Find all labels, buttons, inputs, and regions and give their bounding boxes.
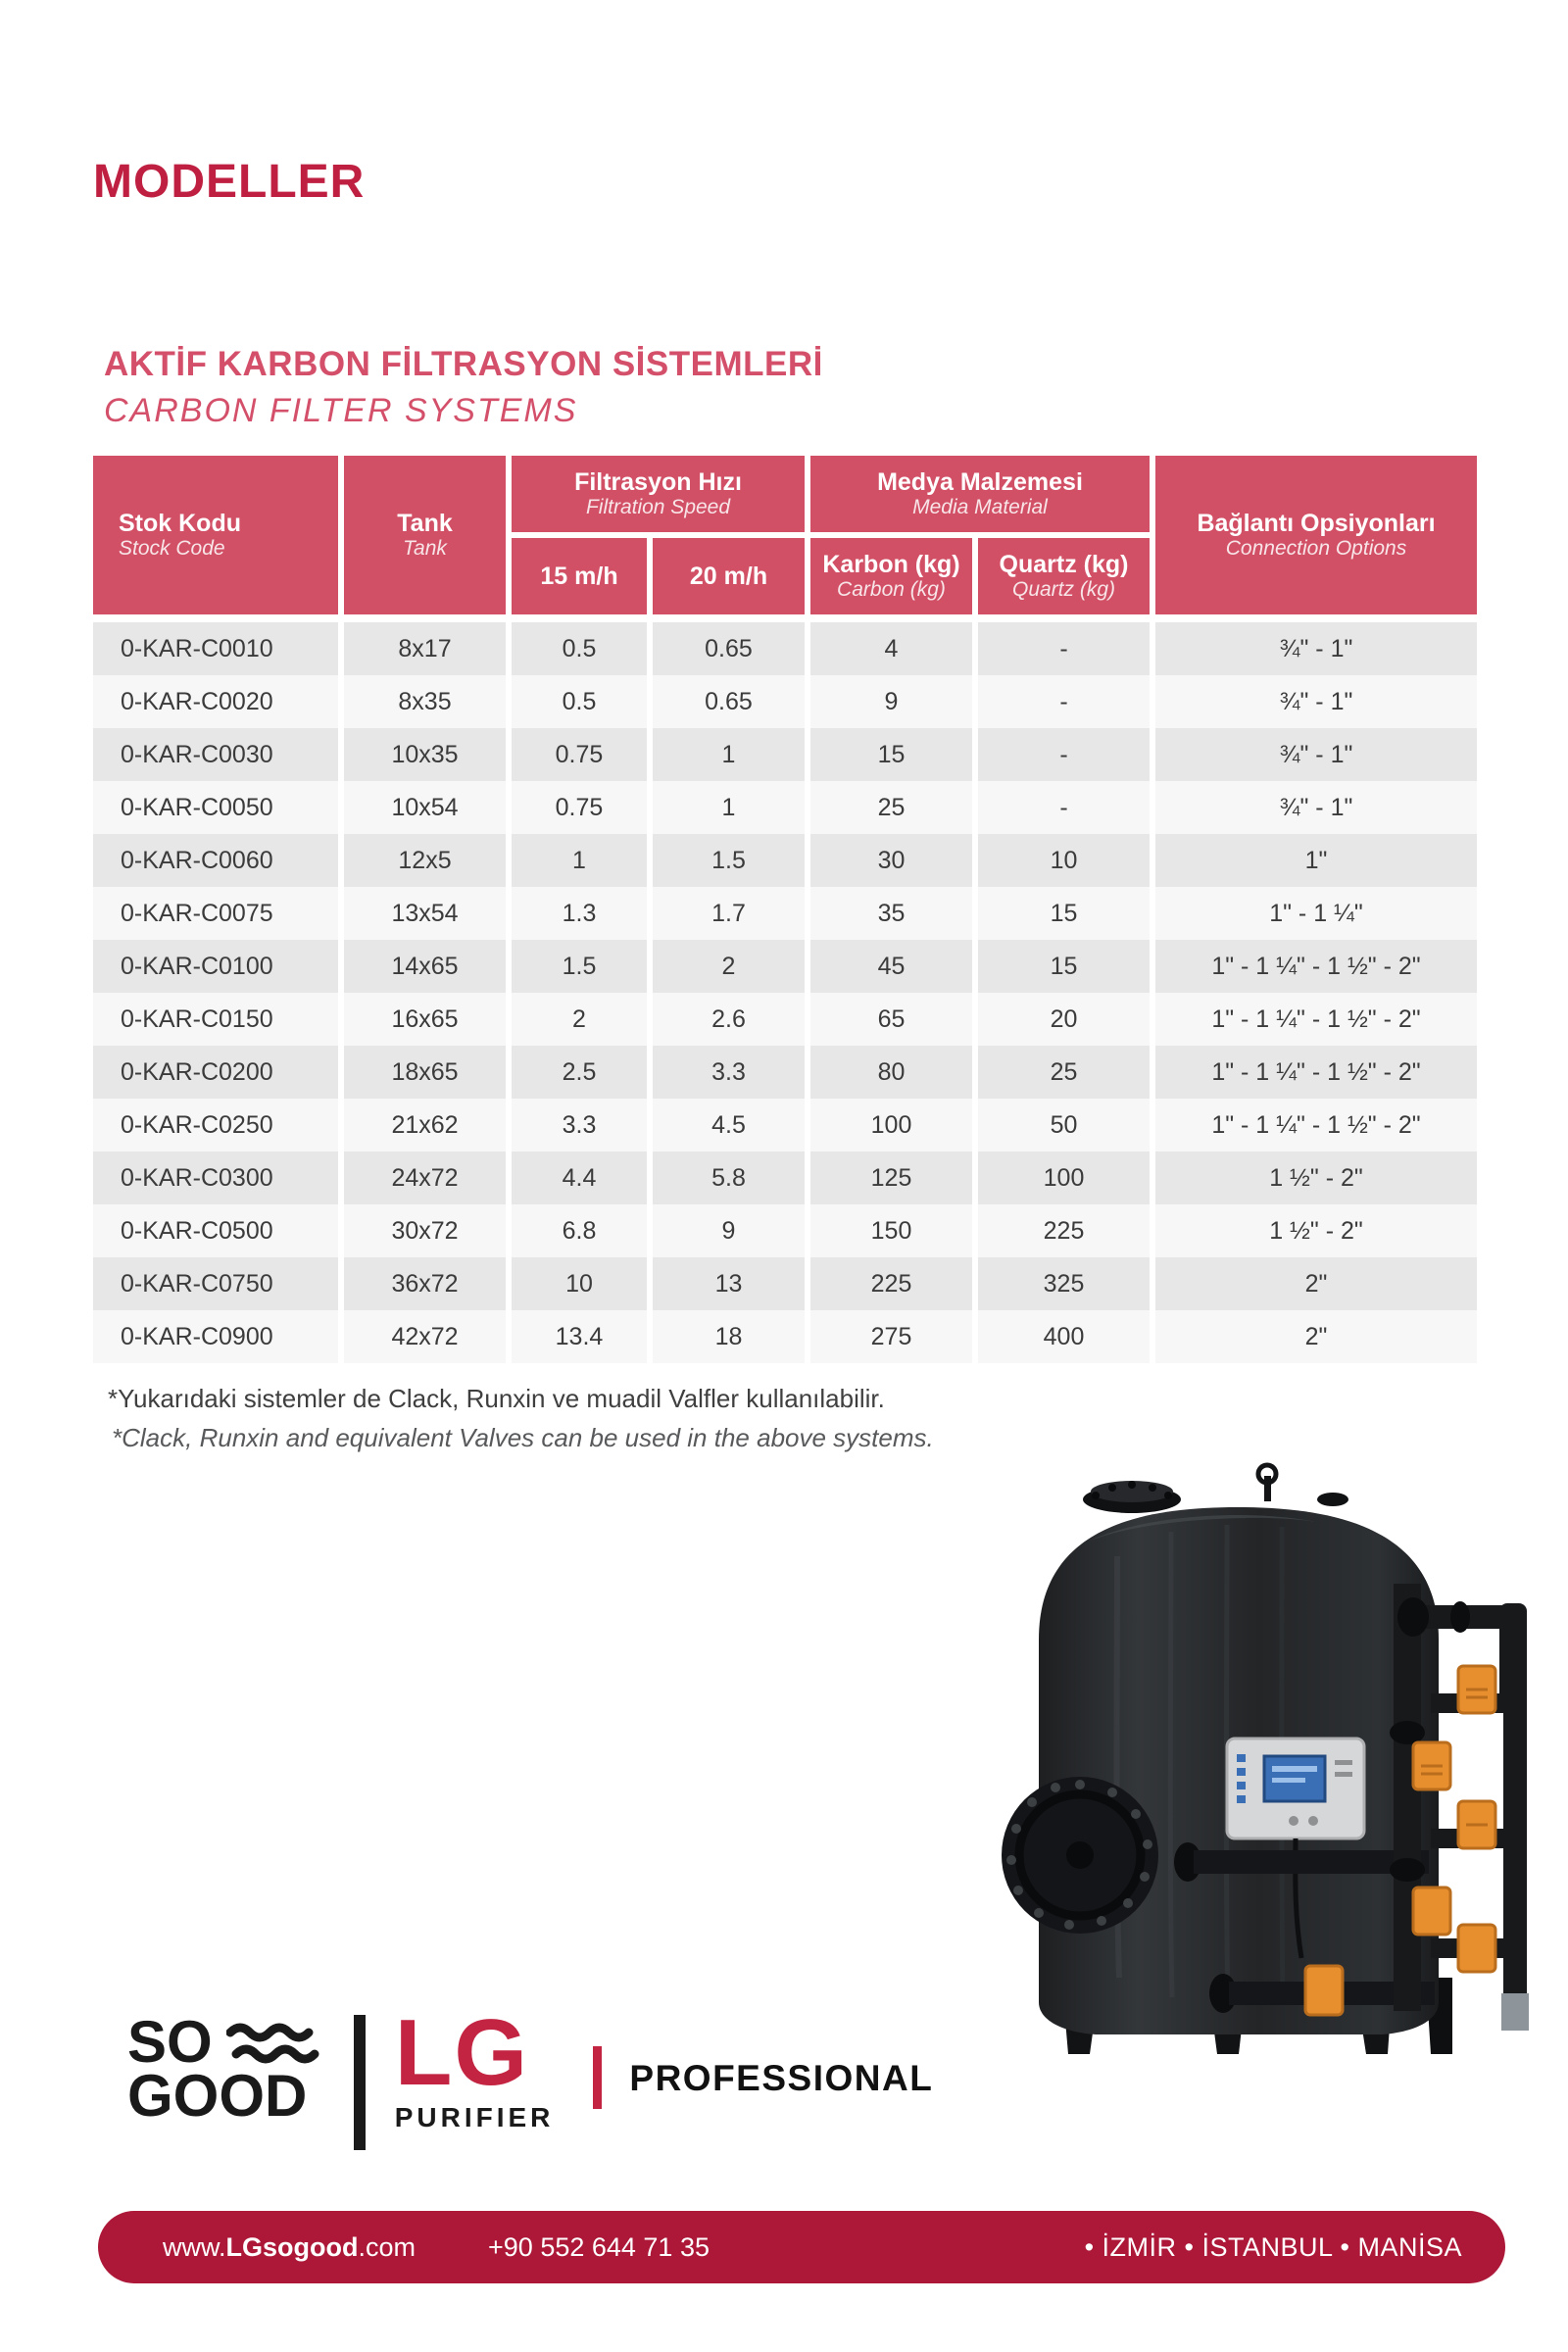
carbon-filter-table <box>93 456 1477 1363</box>
cell-speed15: 0.5 <box>512 675 647 728</box>
cell-stock: 0-KAR-C0030 <box>93 728 338 781</box>
header-media-material <box>810 456 1150 532</box>
header-connection-en: Connection Options <box>1225 537 1407 561</box>
cell-speed20: 1.5 <box>653 834 805 887</box>
logo-divider-bar <box>354 2015 366 2150</box>
table-header <box>93 456 1477 614</box>
cell-speed15: 1 <box>512 834 647 887</box>
cell-connection: 1" - 1 ¼" - 1 ½" - 2" <box>1155 1046 1477 1099</box>
cell-speed20: 18 <box>653 1310 805 1363</box>
section-title-english: CARBON FILTER SYSTEMS <box>104 392 578 429</box>
footer-phone[interactable]: +90 552 644 71 35 <box>488 2231 710 2262</box>
header-media-en: Media Material <box>912 496 1048 519</box>
sogood-logo <box>127 2009 320 2130</box>
header-connection-options <box>1155 456 1477 614</box>
cell-karbon: 30 <box>810 834 972 887</box>
cell-speed15: 4.4 <box>512 1152 647 1204</box>
table-row <box>93 781 1477 834</box>
header-speed-20-label: 20 m/h <box>689 562 768 590</box>
header-tank-en: Tank <box>403 537 447 561</box>
cell-tank: 36x72 <box>344 1257 506 1310</box>
table-row <box>93 1204 1477 1257</box>
cell-connection: 2" <box>1155 1310 1477 1363</box>
table-row <box>93 940 1477 993</box>
cell-stock: 0-KAR-C0020 <box>93 675 338 728</box>
header-media-tr: Medya Malzemesi <box>877 467 1083 496</box>
cell-speed20: 1.7 <box>653 887 805 940</box>
footer-bar <box>98 2211 1505 2283</box>
piping <box>1390 1584 1529 2031</box>
cell-karbon: 80 <box>810 1046 972 1099</box>
cell-speed15: 0.75 <box>512 728 647 781</box>
header-filtration-speed <box>512 456 805 532</box>
cell-speed20: 5.8 <box>653 1152 805 1204</box>
purifier-label: PURIFIER <box>394 2101 555 2132</box>
table-row <box>93 728 1477 781</box>
valve-actuator <box>1413 1887 1450 1935</box>
cell-speed15: 1.3 <box>512 887 647 940</box>
cell-stock: 0-KAR-C0010 <box>93 622 338 675</box>
product-image-carbon-filter-tank <box>970 1448 1539 2056</box>
cell-speed20: 0.65 <box>653 675 805 728</box>
cell-connection: ¾" - 1" <box>1155 622 1477 675</box>
cell-stock: 0-KAR-C0250 <box>93 1099 338 1152</box>
header-karbon <box>810 538 972 614</box>
cell-quartz: 325 <box>978 1257 1150 1310</box>
cell-tank: 12x5 <box>344 834 506 887</box>
table-row <box>93 993 1477 1046</box>
cell-karbon: 275 <box>810 1310 972 1363</box>
cell-quartz: - <box>978 622 1150 675</box>
header-quartz-en: Quartz (kg) <box>1011 578 1116 602</box>
cell-connection: ¾" - 1" <box>1155 781 1477 834</box>
footnote-turkish: *Yukarıdaki sistemler de Clack, Runxin ve muadil Valfler kullanılabilir. <box>108 1384 885 1413</box>
cell-quartz: 100 <box>978 1152 1150 1204</box>
cell-tank: 24x72 <box>344 1152 506 1204</box>
cell-speed15: 1.5 <box>512 940 647 993</box>
manhole-flange <box>1002 1777 1158 1934</box>
cell-quartz: 400 <box>978 1310 1150 1363</box>
cell-connection: 1" - 1 ¼" <box>1155 887 1477 940</box>
cell-stock: 0-KAR-C0050 <box>93 781 338 834</box>
header-speed-15 <box>512 538 647 614</box>
cell-quartz: 25 <box>978 1046 1150 1099</box>
lg-purifier-logo <box>394 2000 555 2133</box>
footnote-english: *Clack, Runxin and equivalent Valves can be used in the above systems. <box>112 1423 934 1452</box>
cell-quartz: - <box>978 781 1150 834</box>
cell-quartz: 15 <box>978 940 1150 993</box>
valve-actuator <box>1305 1966 1343 2015</box>
cell-stock: 0-KAR-C0300 <box>93 1152 338 1204</box>
cell-speed20: 9 <box>653 1204 805 1257</box>
footer-website[interactable] <box>163 2232 416 2263</box>
cell-tank: 10x35 <box>344 728 506 781</box>
cell-karbon: 125 <box>810 1152 972 1204</box>
cell-quartz: - <box>978 728 1150 781</box>
cell-quartz: 225 <box>978 1204 1150 1257</box>
header-stock-code <box>93 456 338 614</box>
cell-karbon: 15 <box>810 728 972 781</box>
cell-speed15: 0.75 <box>512 781 647 834</box>
cell-speed20: 1 <box>653 728 805 781</box>
cell-connection: 1" - 1 ¼" - 1 ½" - 2" <box>1155 993 1477 1046</box>
cell-stock: 0-KAR-C0200 <box>93 1046 338 1099</box>
cell-tank: 21x62 <box>344 1099 506 1152</box>
cell-quartz: 15 <box>978 887 1150 940</box>
header-karbon-en: Carbon (kg) <box>837 578 946 602</box>
cell-stock: 0-KAR-C0900 <box>93 1310 338 1363</box>
cell-speed15: 0.5 <box>512 622 647 675</box>
cell-karbon: 150 <box>810 1204 972 1257</box>
cell-stock: 0-KAR-C0500 <box>93 1204 338 1257</box>
header-filtration-tr: Filtrasyon Hızı <box>574 467 742 496</box>
cell-tank: 16x65 <box>344 993 506 1046</box>
cell-quartz: - <box>978 675 1150 728</box>
cell-connection: 1" - 1 ¼" - 1 ½" - 2" <box>1155 1099 1477 1152</box>
header-stock-code-en: Stock Code <box>119 537 225 561</box>
table-body <box>93 622 1477 1363</box>
table-row <box>93 1310 1477 1363</box>
double-wave-icon <box>226 2017 320 2068</box>
header-quartz-tr: Quartz (kg) <box>999 550 1129 578</box>
cell-speed15: 6.8 <box>512 1204 647 1257</box>
header-karbon-tr: Karbon (kg) <box>822 550 960 578</box>
lg-logo-text: LG <box>394 2000 530 2105</box>
header-speed-20 <box>653 538 805 614</box>
cell-tank: 18x65 <box>344 1046 506 1099</box>
header-quartz <box>978 538 1150 614</box>
table-row <box>93 1099 1477 1152</box>
cell-karbon: 45 <box>810 940 972 993</box>
cell-tank: 14x65 <box>344 940 506 993</box>
table-row <box>93 1257 1477 1310</box>
cell-stock: 0-KAR-C0750 <box>93 1257 338 1310</box>
professional-label: PROFESSIONAL <box>629 2058 934 2098</box>
cell-tank: 42x72 <box>344 1310 506 1363</box>
cell-stock: 0-KAR-C0100 <box>93 940 338 993</box>
table-row <box>93 675 1477 728</box>
cell-tank: 10x54 <box>344 781 506 834</box>
page-title: MODELLER <box>93 156 366 208</box>
cell-speed20: 2.6 <box>653 993 805 1046</box>
cell-karbon: 9 <box>810 675 972 728</box>
website-prefix: www. <box>163 2231 226 2262</box>
cell-quartz: 10 <box>978 834 1150 887</box>
cell-karbon: 4 <box>810 622 972 675</box>
cell-speed15: 2.5 <box>512 1046 647 1099</box>
cell-karbon: 35 <box>810 887 972 940</box>
cell-speed15: 13.4 <box>512 1310 647 1363</box>
cell-tank: 30x72 <box>344 1204 506 1257</box>
cell-karbon: 225 <box>810 1257 972 1310</box>
sogood-logo-so: SO <box>127 2009 213 2075</box>
cell-connection: 1 ½" - 2" <box>1155 1152 1477 1204</box>
brand-logos <box>127 2000 934 2150</box>
cell-speed20: 13 <box>653 1257 805 1310</box>
cell-speed20: 1 <box>653 781 805 834</box>
cell-speed20: 2 <box>653 940 805 993</box>
cell-karbon: 25 <box>810 781 972 834</box>
table-row <box>93 1046 1477 1099</box>
cell-connection: 2" <box>1155 1257 1477 1310</box>
cell-tank: 8x35 <box>344 675 506 728</box>
red-divider-bar <box>593 2046 602 2109</box>
cell-karbon: 65 <box>810 993 972 1046</box>
cell-stock: 0-KAR-C0150 <box>93 993 338 1046</box>
cell-stock: 0-KAR-C0075 <box>93 887 338 940</box>
cell-speed20: 0.65 <box>653 622 805 675</box>
cell-tank: 8x17 <box>344 622 506 675</box>
footer-cities: • İZMİR • İSTANBUL • MANİSA <box>1084 2231 1462 2262</box>
website-brand: LGsogood <box>225 2231 359 2262</box>
cell-karbon: 100 <box>810 1099 972 1152</box>
table-row <box>93 622 1477 675</box>
table-row <box>93 1152 1477 1204</box>
header-connection-tr: Bağlantı Opsiyonları <box>1197 509 1436 537</box>
cell-speed20: 3.3 <box>653 1046 805 1099</box>
cell-quartz: 50 <box>978 1099 1150 1152</box>
cell-speed15: 2 <box>512 993 647 1046</box>
header-stock-code-tr: Stok Kodu <box>119 509 241 537</box>
header-filtration-en: Filtration Speed <box>585 496 731 519</box>
tank-illustration <box>970 1448 1539 2056</box>
cell-quartz: 20 <box>978 993 1150 1046</box>
cell-speed20: 4.5 <box>653 1099 805 1152</box>
section-title-turkish: AKTİF KARBON FİLTRASYON SİSTEMLERİ <box>104 345 823 383</box>
cell-connection: ¾" - 1" <box>1155 728 1477 781</box>
table-row <box>93 887 1477 940</box>
header-tank <box>344 456 506 614</box>
header-speed-15-label: 15 m/h <box>540 562 618 590</box>
cell-tank: 13x54 <box>344 887 506 940</box>
cell-connection: ¾" - 1" <box>1155 675 1477 728</box>
header-tank-tr: Tank <box>397 509 453 537</box>
cell-connection: 1" - 1 ¼" - 1 ½" - 2" <box>1155 940 1477 993</box>
website-suffix: .com <box>358 2231 416 2262</box>
cell-connection: 1 ½" - 2" <box>1155 1204 1477 1257</box>
cell-speed15: 3.3 <box>512 1099 647 1152</box>
cell-speed15: 10 <box>512 1257 647 1310</box>
cell-stock: 0-KAR-C0060 <box>93 834 338 887</box>
sogood-logo-good: GOOD <box>127 2063 308 2130</box>
cell-connection: 1" <box>1155 834 1477 887</box>
valve-actuator <box>1458 1925 1495 1972</box>
table-row <box>93 834 1477 887</box>
